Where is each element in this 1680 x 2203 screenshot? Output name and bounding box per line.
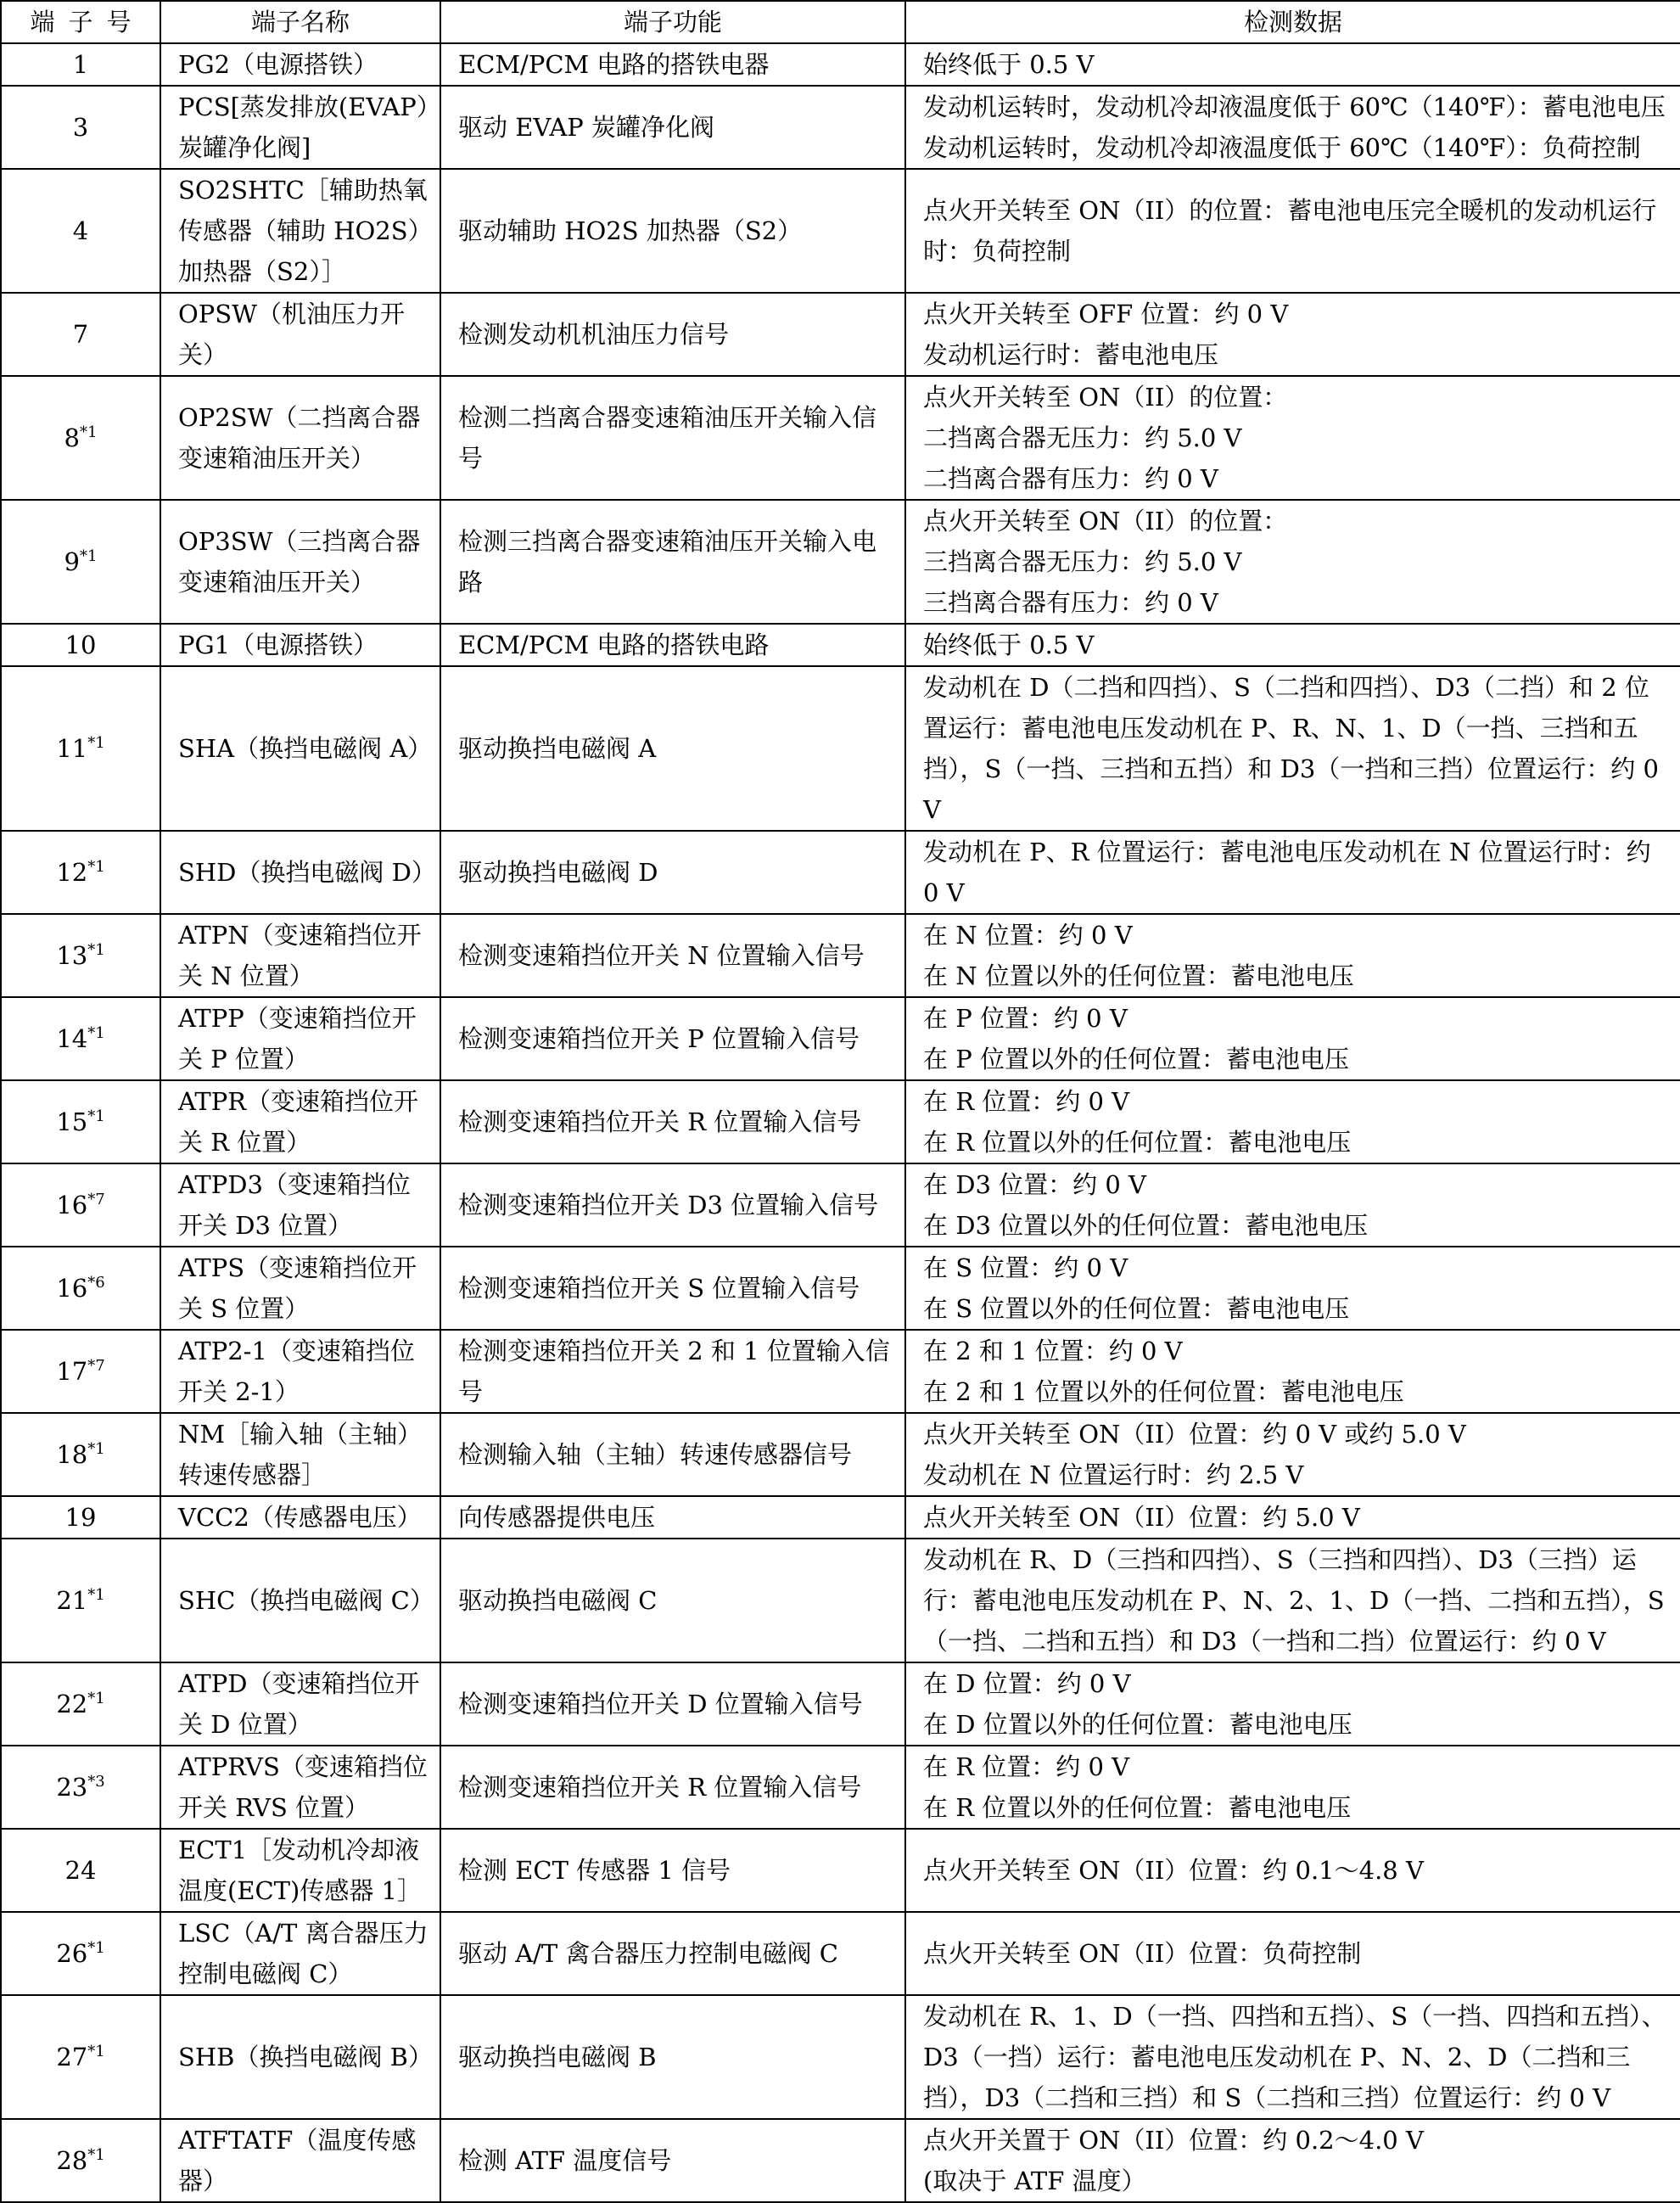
terminal-number-value: 19 — [64, 1503, 97, 1532]
terminal-number-value: 21 — [56, 1586, 88, 1615]
terminal-number-value: 17 — [56, 1357, 88, 1386]
test-data — [905, 831, 1680, 914]
terminal-function: 检测三挡离合器变速箱油压开关输入电路 — [440, 500, 905, 624]
table-row — [1, 1746, 1680, 1829]
terminal-function: 驱动换挡电磁阀 A — [440, 666, 905, 831]
test-data-line: 发动机在 D（二挡和四挡）、S（二挡和四挡）、D3（二挡）和 2 位置运行：蓄电池电压发动机在 P、R、N、1、D（一挡、三挡和五挡），S（一挡、三挡和五挡）和 D3（一挡和三挡）位置运行：约 0 V — [923, 673, 1659, 824]
terminal-function: 检测发动机机油压力信号 — [440, 293, 905, 376]
test-data-line: 在 R 位置以外的任何位置：蓄电池电压 — [923, 1128, 1352, 1157]
terminal-function: 驱动辅助 HO2S 加热器（S2） — [440, 169, 905, 293]
table-body — [1, 43, 1680, 2202]
test-data-line: 在 D 位置：约 0 V — [923, 1669, 1131, 1698]
terminal-number — [1, 997, 160, 1080]
terminal-number — [1, 1080, 160, 1163]
table-row — [1, 1829, 1680, 1912]
terminal-name: SHD（换挡电磁阀 D） — [160, 831, 440, 914]
test-data-line: 在 2 和 1 位置：约 0 V — [923, 1337, 1183, 1365]
test-data — [905, 1995, 1680, 2119]
terminal-name: ECT1［发动机冷却液温度(ECT)传感器 1］ — [160, 1829, 440, 1912]
test-data — [905, 2119, 1680, 2202]
table-row — [1, 624, 1680, 666]
terminal-number-value: 22 — [56, 1690, 88, 1718]
test-data — [905, 1163, 1680, 1247]
terminal-number-value: 12 — [56, 858, 88, 887]
test-data — [905, 1330, 1680, 1413]
table-row — [1, 376, 1680, 500]
table-row — [1, 1080, 1680, 1163]
test-data-line: 在 N 位置以外的任何位置：蓄电池电压 — [923, 961, 1354, 990]
terminal-function: 检测变速箱挡位开关 P 位置输入信号 — [440, 997, 905, 1080]
table-row — [1, 1163, 1680, 1247]
test-data-line: 在 N 位置：约 0 V — [923, 921, 1133, 950]
terminal-number-value: 26 — [56, 1939, 88, 1968]
terminal-function: 检测变速箱挡位开关 D3 位置输入信号 — [440, 1163, 905, 1247]
table-row — [1, 997, 1680, 1080]
terminal-number — [1, 914, 160, 997]
terminal-function: 驱动 EVAP 炭罐净化阀 — [440, 86, 905, 169]
test-data — [905, 1413, 1680, 1496]
test-data-line: 点火开关转至 ON（II）位置：负荷控制 — [923, 1939, 1362, 1968]
test-data — [905, 1080, 1680, 1163]
terminal-function: 向传感器提供电压 — [440, 1496, 905, 1539]
test-data-line: 在 R 位置以外的任何位置：蓄电池电压 — [923, 1793, 1352, 1822]
test-data-line: 发动机运转时，发动机冷却液温度低于 60℃（140℉）：蓄电池电压 — [923, 92, 1666, 121]
terminal-number — [1, 1829, 160, 1912]
test-data-line: 三挡离合器有压力：约 0 V — [923, 588, 1218, 617]
terminal-number-value: 11 — [56, 734, 88, 763]
table-row — [1, 43, 1680, 86]
terminal-number — [1, 1539, 160, 1662]
terminal-footnote-mark: *1 — [87, 858, 105, 876]
test-data-line: 点火开关转至 ON（II）位置：约 0.1～4.8 V — [923, 1856, 1424, 1885]
terminal-footnote-mark: *1 — [87, 2043, 105, 2060]
terminal-name: OP3SW（三挡离合器变速箱油压开关） — [160, 500, 440, 624]
terminal-name: LSC（A/T 离合器压力控制电磁阀 C） — [160, 1912, 440, 1995]
terminal-number — [1, 1330, 160, 1413]
terminal-footnote-mark: *1 — [87, 1939, 105, 1957]
terminal-name: ATPD（变速箱挡位开关 D 位置） — [160, 1662, 440, 1746]
terminal-name: ATPR（变速箱挡位开关 R 位置） — [160, 1080, 440, 1163]
terminal-number-value: 27 — [56, 2043, 88, 2071]
terminal-footnote-mark: *1 — [87, 734, 105, 752]
test-data-line: 在 2 和 1 位置以外的任何位置：蓄电池电压 — [923, 1377, 1404, 1406]
table-row — [1, 914, 1680, 997]
terminal-number — [1, 831, 160, 914]
terminal-footnote-mark: *1 — [87, 1024, 105, 1042]
terminal-number-value: 16 — [56, 1274, 88, 1303]
table-row — [1, 831, 1680, 914]
table-row — [1, 1539, 1680, 1662]
table-row — [1, 293, 1680, 376]
table-row — [1, 1330, 1680, 1413]
terminal-name: NM［输入轴（主轴）转速传感器］ — [160, 1413, 440, 1496]
terminal-function: 检测变速箱挡位开关 D 位置输入信号 — [440, 1662, 905, 1746]
test-data-line: 点火开关转至 ON（II）的位置：蓄电池电压完全暖机的发动机运行时：负荷控制 — [923, 196, 1657, 266]
terminal-number-value: 10 — [64, 631, 97, 659]
terminal-name: ATPRVS（变速箱挡位开关 RVS 位置） — [160, 1746, 440, 1829]
table-row — [1, 1995, 1680, 2119]
terminal-number-value: 3 — [72, 113, 89, 142]
terminal-number-value: 18 — [56, 1440, 88, 1469]
terminal-number-value: 7 — [72, 320, 89, 349]
test-data-line: 在 P 位置以外的任何位置：蓄电池电压 — [923, 1045, 1349, 1073]
terminal-function: 检测 ATF 温度信号 — [440, 2119, 905, 2202]
test-data — [905, 997, 1680, 1080]
terminal-name: OP2SW（二挡离合器变速箱油压开关） — [160, 376, 440, 500]
test-data-line: 始终低于 0.5 V — [923, 50, 1095, 79]
test-data-line: 在 R 位置：约 0 V — [923, 1752, 1130, 1781]
terminal-footnote-mark: *1 — [87, 941, 105, 959]
terminal-number — [1, 1496, 160, 1539]
terminal-function: 驱动换挡电磁阀 D — [440, 831, 905, 914]
test-data-line: 发动机在 P、R 位置运行：蓄电池电压发动机在 N 位置运行时：约 0 V — [923, 838, 1651, 907]
test-data-line: (取决于 ATF 温度） — [923, 2167, 1146, 2195]
test-data — [905, 666, 1680, 831]
test-data-line: 发动机在 R、1、D（一挡、四挡和五挡）、S（一挡、四挡和五挡）、D3（一挡）运行：蓄电池电压发动机在 P、N、2、D（二挡和三挡），D3（二挡和三挡）和 S（二挡和三挡）位置运行：约 0 V — [923, 2002, 1666, 2112]
terminal-function: 检测输入轴（主轴）转速传感器信号 — [440, 1413, 905, 1496]
terminal-name: OPSW（机油压力开关） — [160, 293, 440, 376]
test-data — [905, 1247, 1680, 1330]
table-row — [1, 1912, 1680, 1995]
terminal-number-value: 13 — [56, 941, 88, 970]
terminal-number — [1, 666, 160, 831]
test-data-line: 点火开关置于 ON（II）位置：约 0.2～4.0 V — [923, 2126, 1424, 2155]
table-row — [1, 1413, 1680, 1496]
test-data — [905, 1496, 1680, 1539]
header-terminal-function: 端子功能 — [440, 1, 905, 43]
table-row — [1, 1247, 1680, 1330]
terminal-name: ATPS（变速箱挡位开关 S 位置） — [160, 1247, 440, 1330]
test-data-line: 在 D3 位置以外的任何位置：蓄电池电压 — [923, 1211, 1369, 1240]
terminal-number-value: 1 — [72, 50, 89, 79]
test-data-line: 点火开关转至 ON（II）位置：约 0 V 或约 5.0 V — [923, 1420, 1466, 1449]
terminal-name: ATPD3（变速箱挡位开关 D3 位置） — [160, 1163, 440, 1247]
terminal-function: 驱动换挡电磁阀 B — [440, 1995, 905, 2119]
terminal-footnote-mark: *3 — [87, 1773, 105, 1791]
terminal-function: 检测变速箱挡位开关 N 位置输入信号 — [440, 914, 905, 997]
test-data-line: 点火开关转至 ON（II）的位置： — [923, 507, 1288, 535]
terminal-number — [1, 1662, 160, 1746]
terminal-name: PG1（电源搭铁） — [160, 624, 440, 666]
terminal-footnote-mark: *1 — [87, 1440, 105, 1458]
test-data-line: 发动机运行时：蓄电池电压 — [923, 340, 1219, 369]
terminal-number-value: 28 — [56, 2146, 88, 2175]
terminal-number — [1, 169, 160, 293]
terminal-number-value: 24 — [64, 1856, 97, 1885]
terminal-function: 驱动 A/T 禽合器压力控制电磁阀 C — [440, 1912, 905, 1995]
terminal-number-value: 9 — [64, 547, 80, 576]
terminal-name: SHB（换挡电磁阀 B） — [160, 1995, 440, 2119]
test-data-line: 二挡离合器有压力：约 0 V — [923, 464, 1218, 493]
terminal-footnote-mark: *1 — [80, 423, 98, 441]
test-data — [905, 624, 1680, 666]
terminal-number-value: 15 — [56, 1107, 88, 1136]
terminal-footnote-mark: *6 — [87, 1274, 105, 1292]
terminal-number — [1, 1163, 160, 1247]
table-row — [1, 500, 1680, 624]
terminal-number — [1, 1247, 160, 1330]
terminal-name: SO2SHTC［辅助热氧传感器（辅助 HO2S）加热器（S2）］ — [160, 169, 440, 293]
terminal-footnote-mark: *1 — [87, 1107, 105, 1125]
terminal-function: 检测变速箱挡位开关 2 和 1 位置输入信号 — [440, 1330, 905, 1413]
terminal-function: 检测 ECT 传感器 1 信号 — [440, 1829, 905, 1912]
test-data-line: 发动机在 N 位置运行时：约 2.5 V — [923, 1460, 1304, 1489]
test-data — [905, 1746, 1680, 1829]
terminal-footnote-mark: *7 — [87, 1191, 105, 1208]
table-row — [1, 86, 1680, 169]
terminal-name: PCS[蒸发排放(EVAP）炭罐净化阀] — [160, 86, 440, 169]
test-data — [905, 376, 1680, 500]
test-data-line: 点火开关转至 ON（II）位置：约 5.0 V — [923, 1503, 1360, 1532]
terminal-number — [1, 1995, 160, 2119]
terminal-function: 检测变速箱挡位开关 S 位置输入信号 — [440, 1247, 905, 1330]
terminal-number — [1, 2119, 160, 2202]
test-data — [905, 1912, 1680, 1995]
test-data — [905, 500, 1680, 624]
test-data-line: 在 S 位置：约 0 V — [923, 1253, 1128, 1282]
terminal-name: ATPN（变速箱挡位开关 N 位置） — [160, 914, 440, 997]
test-data — [905, 293, 1680, 376]
table-row — [1, 1496, 1680, 1539]
header-terminal-name: 端子名称 — [160, 1, 440, 43]
terminal-footnote-mark: *1 — [87, 1690, 105, 1707]
terminal-name: VCC2（传感器电压） — [160, 1496, 440, 1539]
header-terminal-number: 端子号 — [1, 1, 160, 43]
terminal-number — [1, 1746, 160, 1829]
terminal-name: ATFTATF（温度传感器） — [160, 2119, 440, 2202]
terminal-function: 驱动换挡电磁阀 C — [440, 1539, 905, 1662]
test-data — [905, 86, 1680, 169]
terminal-function: ECM/PCM 电路的搭铁电路 — [440, 624, 905, 666]
test-data-line: 点火开关转至 ON（II）的位置： — [923, 383, 1288, 412]
table-row — [1, 2119, 1680, 2202]
terminal-footnote-mark: *1 — [80, 547, 98, 565]
test-data — [905, 43, 1680, 86]
terminal-number-value: 8 — [64, 423, 80, 452]
test-data — [905, 1829, 1680, 1912]
terminal-name: PG2（电源搭铁） — [160, 43, 440, 86]
terminal-number-value: 14 — [56, 1024, 88, 1053]
terminal-function: 检测变速箱挡位开关 R 位置输入信号 — [440, 1080, 905, 1163]
terminal-footnote-mark: *7 — [87, 1357, 105, 1375]
header-test-data: 检测数据 — [905, 1, 1680, 43]
terminal-function: 检测变速箱挡位开关 R 位置输入信号 — [440, 1746, 905, 1829]
test-data-line: 发动机在 R、D（三挡和四挡）、S（三挡和四挡）、D3（三挡）运行：蓄电池电压发动机在 P、N、2、1、D（一挡、二挡和五挡），S（一挡、二挡和五挡）和 D3（一挡和二挡）位置运行：约 0 V — [923, 1545, 1665, 1656]
terminal-number-value: 4 — [72, 216, 89, 245]
terminal-name: ATP2-1（变速箱挡位开关 2-1） — [160, 1330, 440, 1413]
test-data-line: 在 R 位置：约 0 V — [923, 1087, 1130, 1116]
terminal-footnote-mark: *1 — [87, 1586, 105, 1604]
terminal-number — [1, 43, 160, 86]
test-data-line: 在 S 位置以外的任何位置：蓄电池电压 — [923, 1294, 1350, 1323]
terminal-name: ATPP（变速箱挡位开关 P 位置） — [160, 997, 440, 1080]
test-data-line: 始终低于 0.5 V — [923, 631, 1095, 659]
terminal-number — [1, 86, 160, 169]
terminal-number — [1, 1413, 160, 1496]
table-row — [1, 1662, 1680, 1746]
test-data-line: 发动机运转时，发动机冷却液温度低于 60℃（140℉）：负荷控制 — [923, 133, 1641, 162]
terminal-number — [1, 1912, 160, 1995]
terminal-function: 检测二挡离合器变速箱油压开关输入信号 — [440, 376, 905, 500]
terminal-number-value: 23 — [56, 1773, 88, 1802]
test-data — [905, 1539, 1680, 1662]
terminal-number — [1, 376, 160, 500]
test-data — [905, 169, 1680, 293]
test-data — [905, 1662, 1680, 1746]
terminal-number-value: 16 — [56, 1191, 88, 1219]
test-data-line: 三挡离合器无压力：约 5.0 V — [923, 547, 1242, 576]
table-row — [1, 666, 1680, 831]
table-row — [1, 169, 1680, 293]
terminal-name: SHC（换挡电磁阀 C） — [160, 1539, 440, 1662]
test-data-line: 在 D 位置以外的任何位置：蓄电池电压 — [923, 1710, 1352, 1739]
test-data-line: 在 D3 位置：约 0 V — [923, 1170, 1146, 1199]
terminal-number — [1, 293, 160, 376]
test-data — [905, 914, 1680, 997]
terminal-footnote-mark: *1 — [87, 2146, 105, 2164]
terminal-function: ECM/PCM 电路的搭铁电器 — [440, 43, 905, 86]
terminal-number — [1, 500, 160, 624]
test-data-line: 二挡离合器无压力：约 5.0 V — [923, 423, 1242, 452]
terminal-number — [1, 624, 160, 666]
table-header-row — [1, 1, 1680, 43]
terminal-name: SHA（换挡电磁阀 A） — [160, 666, 440, 831]
test-data-line: 点火开关转至 OFF 位置：约 0 V — [923, 300, 1289, 328]
test-data-line: 在 P 位置：约 0 V — [923, 1004, 1128, 1033]
